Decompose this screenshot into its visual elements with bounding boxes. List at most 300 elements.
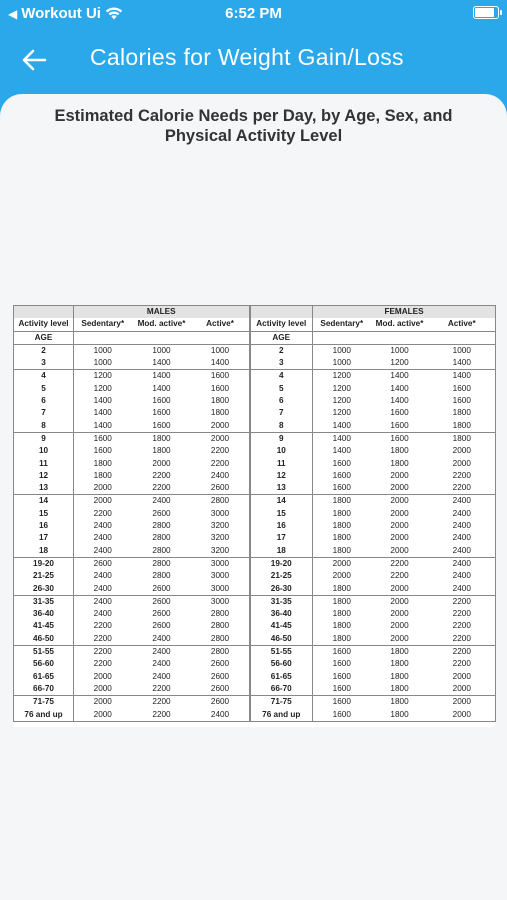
male-calorie-cell: 2000 <box>93 483 112 493</box>
female-calorie-cell: 2400 <box>429 557 496 570</box>
male-calorie-cell: 2200 <box>93 633 112 643</box>
male-age-cell: 4 <box>14 370 74 383</box>
male-calorie-cell: 2000 <box>210 420 230 430</box>
female-calorie-cell: 2000 <box>390 545 409 555</box>
male-calorie-cell: 1200 <box>74 370 132 383</box>
female-calorie-cell: 1000 <box>313 344 371 357</box>
male-calorie-cell: 2600 <box>152 609 171 619</box>
male-calorie-cell: 2600 <box>132 595 192 608</box>
table-row <box>14 407 496 419</box>
table-row <box>14 696 496 709</box>
female-calorie-cell: 1600 <box>371 432 429 445</box>
female-age-cell: 2 <box>250 344 313 357</box>
male-calorie-cell: 2000 <box>192 432 250 445</box>
female-age-cell: 36-40 <box>250 608 313 620</box>
male-calorie-cell: 3000 <box>192 595 250 608</box>
female-age-cell: 46-50 <box>250 633 313 646</box>
female-age-cell: 26-30 <box>250 583 313 596</box>
activity-level-label: Activity level <box>14 318 74 331</box>
status-time: 6:52 PM <box>225 5 282 22</box>
male-calorie-cell: 3000 <box>210 508 230 518</box>
female-calorie-cell: 1200 <box>332 396 351 406</box>
table-row <box>14 620 496 632</box>
male-age-cell: 36-40 <box>14 608 74 620</box>
back-to-app-icon[interactable]: ◀ <box>8 6 18 21</box>
male-age-cell: 3 <box>14 357 74 370</box>
male-calorie-cell: 3000 <box>192 557 250 570</box>
male-age-cell: 71-75 <box>14 696 74 709</box>
male-calorie-cell: 2400 <box>152 671 171 681</box>
female-calorie-cell: 1800 <box>429 432 496 445</box>
male-calorie-cell: 1600 <box>210 383 230 393</box>
male-calorie-cell: 1600 <box>192 370 250 383</box>
female-age-cell: 11 <box>250 458 313 470</box>
female-calorie-cell: 1800 <box>452 420 471 430</box>
female-calorie-cell: 1200 <box>332 383 351 393</box>
male-age-cell: 18 <box>14 545 74 558</box>
male-calorie-cell: 2200 <box>132 696 192 709</box>
female-calorie-cell: 2200 <box>429 646 496 659</box>
male-calorie-cell: 2200 <box>93 621 112 631</box>
female-calorie-cell: 2400 <box>452 545 471 555</box>
female-calorie-cell: 2000 <box>390 609 409 619</box>
table-row <box>14 671 496 683</box>
col-active: Active* <box>429 318 496 331</box>
male-age-cell: 8 <box>14 420 74 433</box>
male-calorie-cell: 2600 <box>152 621 171 631</box>
female-calorie-cell: 1800 <box>332 533 351 543</box>
female-age-cell: 10 <box>250 445 313 457</box>
male-age-cell: 21-25 <box>14 570 74 582</box>
table-row <box>14 520 496 532</box>
page-title: Calories for Weight Gain/Loss <box>90 44 404 70</box>
male-age-cell: 56-60 <box>14 658 74 670</box>
male-calorie-cell: 2200 <box>152 470 171 480</box>
male-calorie-cell: 2400 <box>210 470 230 480</box>
male-age-cell: 76 and up <box>14 709 74 722</box>
table-row <box>14 432 496 445</box>
table-row <box>14 508 496 520</box>
female-calorie-cell: 1800 <box>390 446 409 456</box>
table-row <box>14 420 496 433</box>
female-calorie-cell: 1600 <box>332 683 351 693</box>
male-calorie-cell: 2000 <box>74 495 132 508</box>
male-calorie-cell: 2400 <box>93 609 112 619</box>
female-calorie-cell: 1800 <box>332 521 351 531</box>
male-calorie-cell: 2200 <box>152 709 171 719</box>
female-age-cell: 17 <box>250 532 313 544</box>
female-calorie-cell: 2200 <box>429 595 496 608</box>
app-header <box>0 28 507 94</box>
female-calorie-cell: 2400 <box>452 533 471 543</box>
male-age-cell: 16 <box>14 520 74 532</box>
male-calorie-cell: 1600 <box>152 408 171 418</box>
blank-cell <box>250 306 313 319</box>
male-calorie-cell: 3000 <box>210 571 230 581</box>
male-calorie-cell: 1000 <box>192 344 250 357</box>
male-age-cell: 13 <box>14 482 74 495</box>
female-age-cell: 61-65 <box>250 671 313 683</box>
female-age-cell: 7 <box>250 407 313 419</box>
table-row <box>14 545 496 558</box>
male-age-cell: 66-70 <box>14 683 74 696</box>
male-age-cell: 61-65 <box>14 671 74 683</box>
male-calorie-cell: 1200 <box>93 383 112 393</box>
male-calorie-cell: 2200 <box>210 446 230 456</box>
battery-icon <box>473 6 499 19</box>
calorie-table-image <box>13 305 495 727</box>
male-calorie-cell: 1400 <box>152 358 171 368</box>
male-calorie-cell: 2800 <box>152 533 171 543</box>
col-sedentary: Sedentary* <box>74 318 132 331</box>
male-calorie-cell: 1400 <box>93 396 112 406</box>
male-calorie-cell: 2600 <box>210 483 230 493</box>
female-calorie-cell: 1400 <box>429 370 496 383</box>
col-mod-active: Mod. active* <box>132 318 192 331</box>
female-calorie-cell: 1000 <box>371 344 429 357</box>
female-age-cell: 5 <box>250 383 313 395</box>
male-calorie-cell: 2600 <box>210 671 230 681</box>
back-button[interactable] <box>16 42 52 78</box>
female-calorie-cell: 1400 <box>332 446 351 456</box>
male-age-cell: 46-50 <box>14 633 74 646</box>
female-calorie-cell: 2000 <box>452 671 471 681</box>
female-calorie-cell: 2000 <box>390 633 409 643</box>
female-calorie-cell: 1800 <box>390 709 409 719</box>
male-age-cell: 51-55 <box>14 646 74 659</box>
female-calorie-cell: 2000 <box>313 557 371 570</box>
male-calorie-cell: 2000 <box>93 671 112 681</box>
male-calorie-cell: 1000 <box>132 344 192 357</box>
male-calorie-cell: 2200 <box>74 646 132 659</box>
male-calorie-cell: 2800 <box>152 521 171 531</box>
male-calorie-cell: 1800 <box>210 396 230 406</box>
male-calorie-cell: 2400 <box>74 595 132 608</box>
table-row <box>14 470 496 482</box>
female-calorie-cell: 2000 <box>390 583 409 593</box>
male-calorie-cell: 1800 <box>93 470 112 480</box>
female-calorie-cell: 1800 <box>332 583 351 593</box>
male-age-cell: 7 <box>14 407 74 419</box>
male-calorie-cell: 2400 <box>93 521 112 531</box>
females-header: FEMALES <box>313 306 496 319</box>
male-calorie-cell: 1400 <box>93 408 112 418</box>
female-calorie-cell: 2200 <box>452 609 471 619</box>
male-calorie-cell: 1800 <box>132 432 192 445</box>
female-calorie-cell: 1400 <box>332 420 351 430</box>
male-calorie-cell: 1800 <box>152 446 171 456</box>
male-age-cell: 19-20 <box>14 557 74 570</box>
female-calorie-cell: 2000 <box>429 696 496 709</box>
male-calorie-cell: 1800 <box>210 408 230 418</box>
female-age-cell: 18 <box>250 545 313 558</box>
female-age-cell: 56-60 <box>250 658 313 670</box>
female-calorie-cell: 1600 <box>313 696 371 709</box>
female-calorie-cell: 2400 <box>452 521 471 531</box>
female-age-cell: 12 <box>250 470 313 482</box>
male-calorie-cell: 2600 <box>152 583 171 593</box>
female-age-cell: 8 <box>250 420 313 433</box>
female-calorie-cell: 1600 <box>332 671 351 681</box>
males-header: MALES <box>74 306 250 319</box>
status-bar <box>0 0 507 28</box>
female-calorie-cell: 1200 <box>390 358 409 368</box>
female-calorie-cell: 2200 <box>452 470 471 480</box>
female-calorie-cell: 1400 <box>390 396 409 406</box>
female-calorie-cell: 2000 <box>390 470 409 480</box>
table-row <box>14 445 496 457</box>
table-row <box>14 595 496 608</box>
activity-level-label: Activity level <box>250 318 313 331</box>
table-row <box>14 344 496 357</box>
table-row <box>14 583 496 596</box>
male-calorie-cell: 2600 <box>74 557 132 570</box>
male-age-cell: 9 <box>14 432 74 445</box>
male-calorie-cell: 2200 <box>93 659 112 669</box>
female-calorie-cell: 2400 <box>452 583 471 593</box>
female-calorie-cell: 1400 <box>313 432 371 445</box>
female-calorie-cell: 1600 <box>452 383 471 393</box>
female-age-cell: 31-35 <box>250 595 313 608</box>
table-row <box>14 495 496 508</box>
female-calorie-cell: 1800 <box>452 408 471 418</box>
female-calorie-cell: 1800 <box>313 595 371 608</box>
female-calorie-cell: 1800 <box>332 621 351 631</box>
female-calorie-cell: 2000 <box>452 446 471 456</box>
female-age-cell: 76 and up <box>250 709 313 722</box>
female-calorie-cell: 2000 <box>390 521 409 531</box>
male-age-cell: 12 <box>14 470 74 482</box>
table-row <box>14 608 496 620</box>
female-calorie-cell: 1600 <box>332 659 351 669</box>
male-calorie-cell: 2600 <box>210 659 230 669</box>
table-row <box>14 357 496 370</box>
male-calorie-cell: 2800 <box>210 609 230 619</box>
male-calorie-cell: 2000 <box>93 709 112 719</box>
male-calorie-cell: 2400 <box>93 583 112 593</box>
carrier-label: Workout Ui <box>21 5 101 22</box>
table-body <box>14 344 496 721</box>
male-calorie-cell: 2400 <box>93 545 112 555</box>
male-age-cell: 11 <box>14 458 74 470</box>
female-age-cell: 19-20 <box>250 557 313 570</box>
female-calorie-cell: 1600 <box>313 646 371 659</box>
male-calorie-cell: 3200 <box>210 533 230 543</box>
female-calorie-cell: 1800 <box>313 495 371 508</box>
female-calorie-cell: 1800 <box>332 609 351 619</box>
male-calorie-cell: 1400 <box>210 358 230 368</box>
male-age-cell: 41-45 <box>14 620 74 632</box>
female-calorie-cell: 2200 <box>452 659 471 669</box>
female-age-cell: 14 <box>250 495 313 508</box>
male-calorie-cell: 2800 <box>132 557 192 570</box>
male-calorie-cell: 1000 <box>74 344 132 357</box>
male-calorie-cell: 1600 <box>152 396 171 406</box>
female-age-cell: 13 <box>250 482 313 495</box>
male-calorie-cell: 2000 <box>74 696 132 709</box>
table-row <box>14 458 496 470</box>
table-row <box>14 482 496 495</box>
male-calorie-cell: 2400 <box>132 495 192 508</box>
col-sedentary: Sedentary* <box>313 318 371 331</box>
arrow-left-icon <box>21 49 47 71</box>
male-calorie-cell: 2800 <box>210 633 230 643</box>
table-row <box>14 646 496 659</box>
male-calorie-cell: 2800 <box>192 495 250 508</box>
female-calorie-cell: 2000 <box>390 533 409 543</box>
female-age-cell: 4 <box>250 370 313 383</box>
table-row <box>14 570 496 582</box>
male-calorie-cell: 3000 <box>210 583 230 593</box>
male-calorie-cell: 2800 <box>192 646 250 659</box>
female-calorie-cell: 1600 <box>332 470 351 480</box>
male-calorie-cell: 2400 <box>152 633 171 643</box>
table-row <box>14 683 496 696</box>
female-calorie-cell: 1000 <box>429 344 496 357</box>
male-calorie-cell: 1400 <box>152 383 171 393</box>
table-row <box>14 633 496 646</box>
female-calorie-cell: 2000 <box>452 458 471 468</box>
male-calorie-cell: 2000 <box>93 683 112 693</box>
female-calorie-cell: 2000 <box>390 621 409 631</box>
calorie-table <box>13 305 496 722</box>
table-row <box>14 370 496 383</box>
female-age-cell: 51-55 <box>250 646 313 659</box>
male-calorie-cell: 2000 <box>152 458 171 468</box>
female-calorie-cell: 1600 <box>332 483 351 493</box>
male-calorie-cell: 2600 <box>192 696 250 709</box>
age-label: AGE <box>250 331 313 344</box>
female-calorie-cell: 2000 <box>390 483 409 493</box>
female-calorie-cell: 2200 <box>390 571 409 581</box>
blank-cell <box>14 306 74 319</box>
female-calorie-cell: 1800 <box>332 508 351 518</box>
male-age-cell: 31-35 <box>14 595 74 608</box>
female-calorie-cell: 1800 <box>390 671 409 681</box>
male-calorie-cell: 2400 <box>93 533 112 543</box>
male-age-cell: 15 <box>14 508 74 520</box>
wifi-icon <box>105 7 123 20</box>
col-mod-active: Mod. active* <box>371 318 429 331</box>
male-age-cell: 6 <box>14 395 74 407</box>
col-active: Active* <box>192 318 250 331</box>
male-age-cell: 5 <box>14 383 74 395</box>
female-calorie-cell: 1600 <box>390 420 409 430</box>
female-calorie-cell: 1400 <box>371 370 429 383</box>
female-calorie-cell: 1600 <box>332 458 351 468</box>
female-calorie-cell: 2000 <box>390 508 409 518</box>
male-calorie-cell: 2400 <box>210 709 230 719</box>
female-age-cell: 3 <box>250 357 313 370</box>
female-calorie-cell: 2200 <box>452 483 471 493</box>
female-calorie-cell: 2000 <box>371 595 429 608</box>
male-calorie-cell: 2400 <box>93 571 112 581</box>
male-calorie-cell: 1400 <box>93 420 112 430</box>
table-row <box>14 395 496 407</box>
male-age-cell: 26-30 <box>14 583 74 596</box>
male-calorie-cell: 1600 <box>93 446 112 456</box>
male-calorie-cell: 2200 <box>152 483 171 493</box>
female-calorie-cell: 1200 <box>332 408 351 418</box>
male-calorie-cell: 1600 <box>74 432 132 445</box>
female-calorie-cell: 2000 <box>332 571 351 581</box>
female-calorie-cell: 1800 <box>371 646 429 659</box>
female-calorie-cell: 2400 <box>452 571 471 581</box>
female-calorie-cell: 1600 <box>332 709 351 719</box>
table-row <box>14 557 496 570</box>
male-calorie-cell: 2800 <box>152 571 171 581</box>
female-calorie-cell: 1800 <box>332 545 351 555</box>
male-calorie-cell: 2200 <box>152 683 171 693</box>
female-calorie-cell: 2000 <box>371 495 429 508</box>
female-calorie-cell: 1600 <box>390 408 409 418</box>
male-age-cell: 10 <box>14 445 74 457</box>
female-calorie-cell: 1400 <box>390 383 409 393</box>
female-calorie-cell: 2400 <box>452 508 471 518</box>
female-calorie-cell: 1000 <box>332 358 351 368</box>
table-heading: Estimated Calorie Needs per Day, by Age, Sex, and Physical Activity Level <box>54 107 453 145</box>
content-area <box>0 94 507 900</box>
male-calorie-cell: 3200 <box>210 545 230 555</box>
male-calorie-cell: 2600 <box>152 508 171 518</box>
male-calorie-cell: 1600 <box>152 420 171 430</box>
age-label: AGE <box>14 331 74 344</box>
female-calorie-cell: 2000 <box>452 709 471 719</box>
female-age-cell: 71-75 <box>250 696 313 709</box>
male-calorie-cell: 2200 <box>93 508 112 518</box>
male-age-cell: 2 <box>14 344 74 357</box>
female-calorie-cell: 1600 <box>452 396 471 406</box>
female-calorie-cell: 1800 <box>390 659 409 669</box>
female-age-cell: 9 <box>250 432 313 445</box>
female-calorie-cell: 2400 <box>429 495 496 508</box>
table-row <box>14 709 496 722</box>
female-calorie-cell: 2000 <box>452 683 471 693</box>
female-calorie-cell: 2200 <box>452 621 471 631</box>
female-age-cell: 16 <box>250 520 313 532</box>
female-age-cell: 6 <box>250 395 313 407</box>
female-age-cell: 15 <box>250 508 313 520</box>
female-calorie-cell: 1800 <box>390 683 409 693</box>
male-calorie-cell: 3200 <box>210 521 230 531</box>
female-age-cell: 66-70 <box>250 683 313 696</box>
male-calorie-cell: 1400 <box>132 370 192 383</box>
male-calorie-cell: 2400 <box>132 646 192 659</box>
female-calorie-cell: 1800 <box>371 696 429 709</box>
male-calorie-cell: 2800 <box>152 545 171 555</box>
male-calorie-cell: 2600 <box>210 683 230 693</box>
female-calorie-cell: 1200 <box>313 370 371 383</box>
female-age-cell: 41-45 <box>250 620 313 632</box>
female-calorie-cell: 2200 <box>371 557 429 570</box>
female-calorie-cell: 1800 <box>390 458 409 468</box>
table-row <box>14 532 496 544</box>
female-calorie-cell: 2200 <box>452 633 471 643</box>
male-age-cell: 17 <box>14 532 74 544</box>
table-row <box>14 658 496 670</box>
status-left <box>8 5 123 22</box>
female-age-cell: 21-25 <box>250 570 313 582</box>
male-calorie-cell: 1000 <box>93 358 112 368</box>
male-calorie-cell: 2200 <box>210 458 230 468</box>
male-calorie-cell: 2800 <box>210 621 230 631</box>
female-calorie-cell: 1400 <box>452 358 471 368</box>
table-row <box>14 383 496 395</box>
male-age-cell: 14 <box>14 495 74 508</box>
female-calorie-cell: 1800 <box>332 633 351 643</box>
male-calorie-cell: 2400 <box>152 659 171 669</box>
male-calorie-cell: 1800 <box>93 458 112 468</box>
